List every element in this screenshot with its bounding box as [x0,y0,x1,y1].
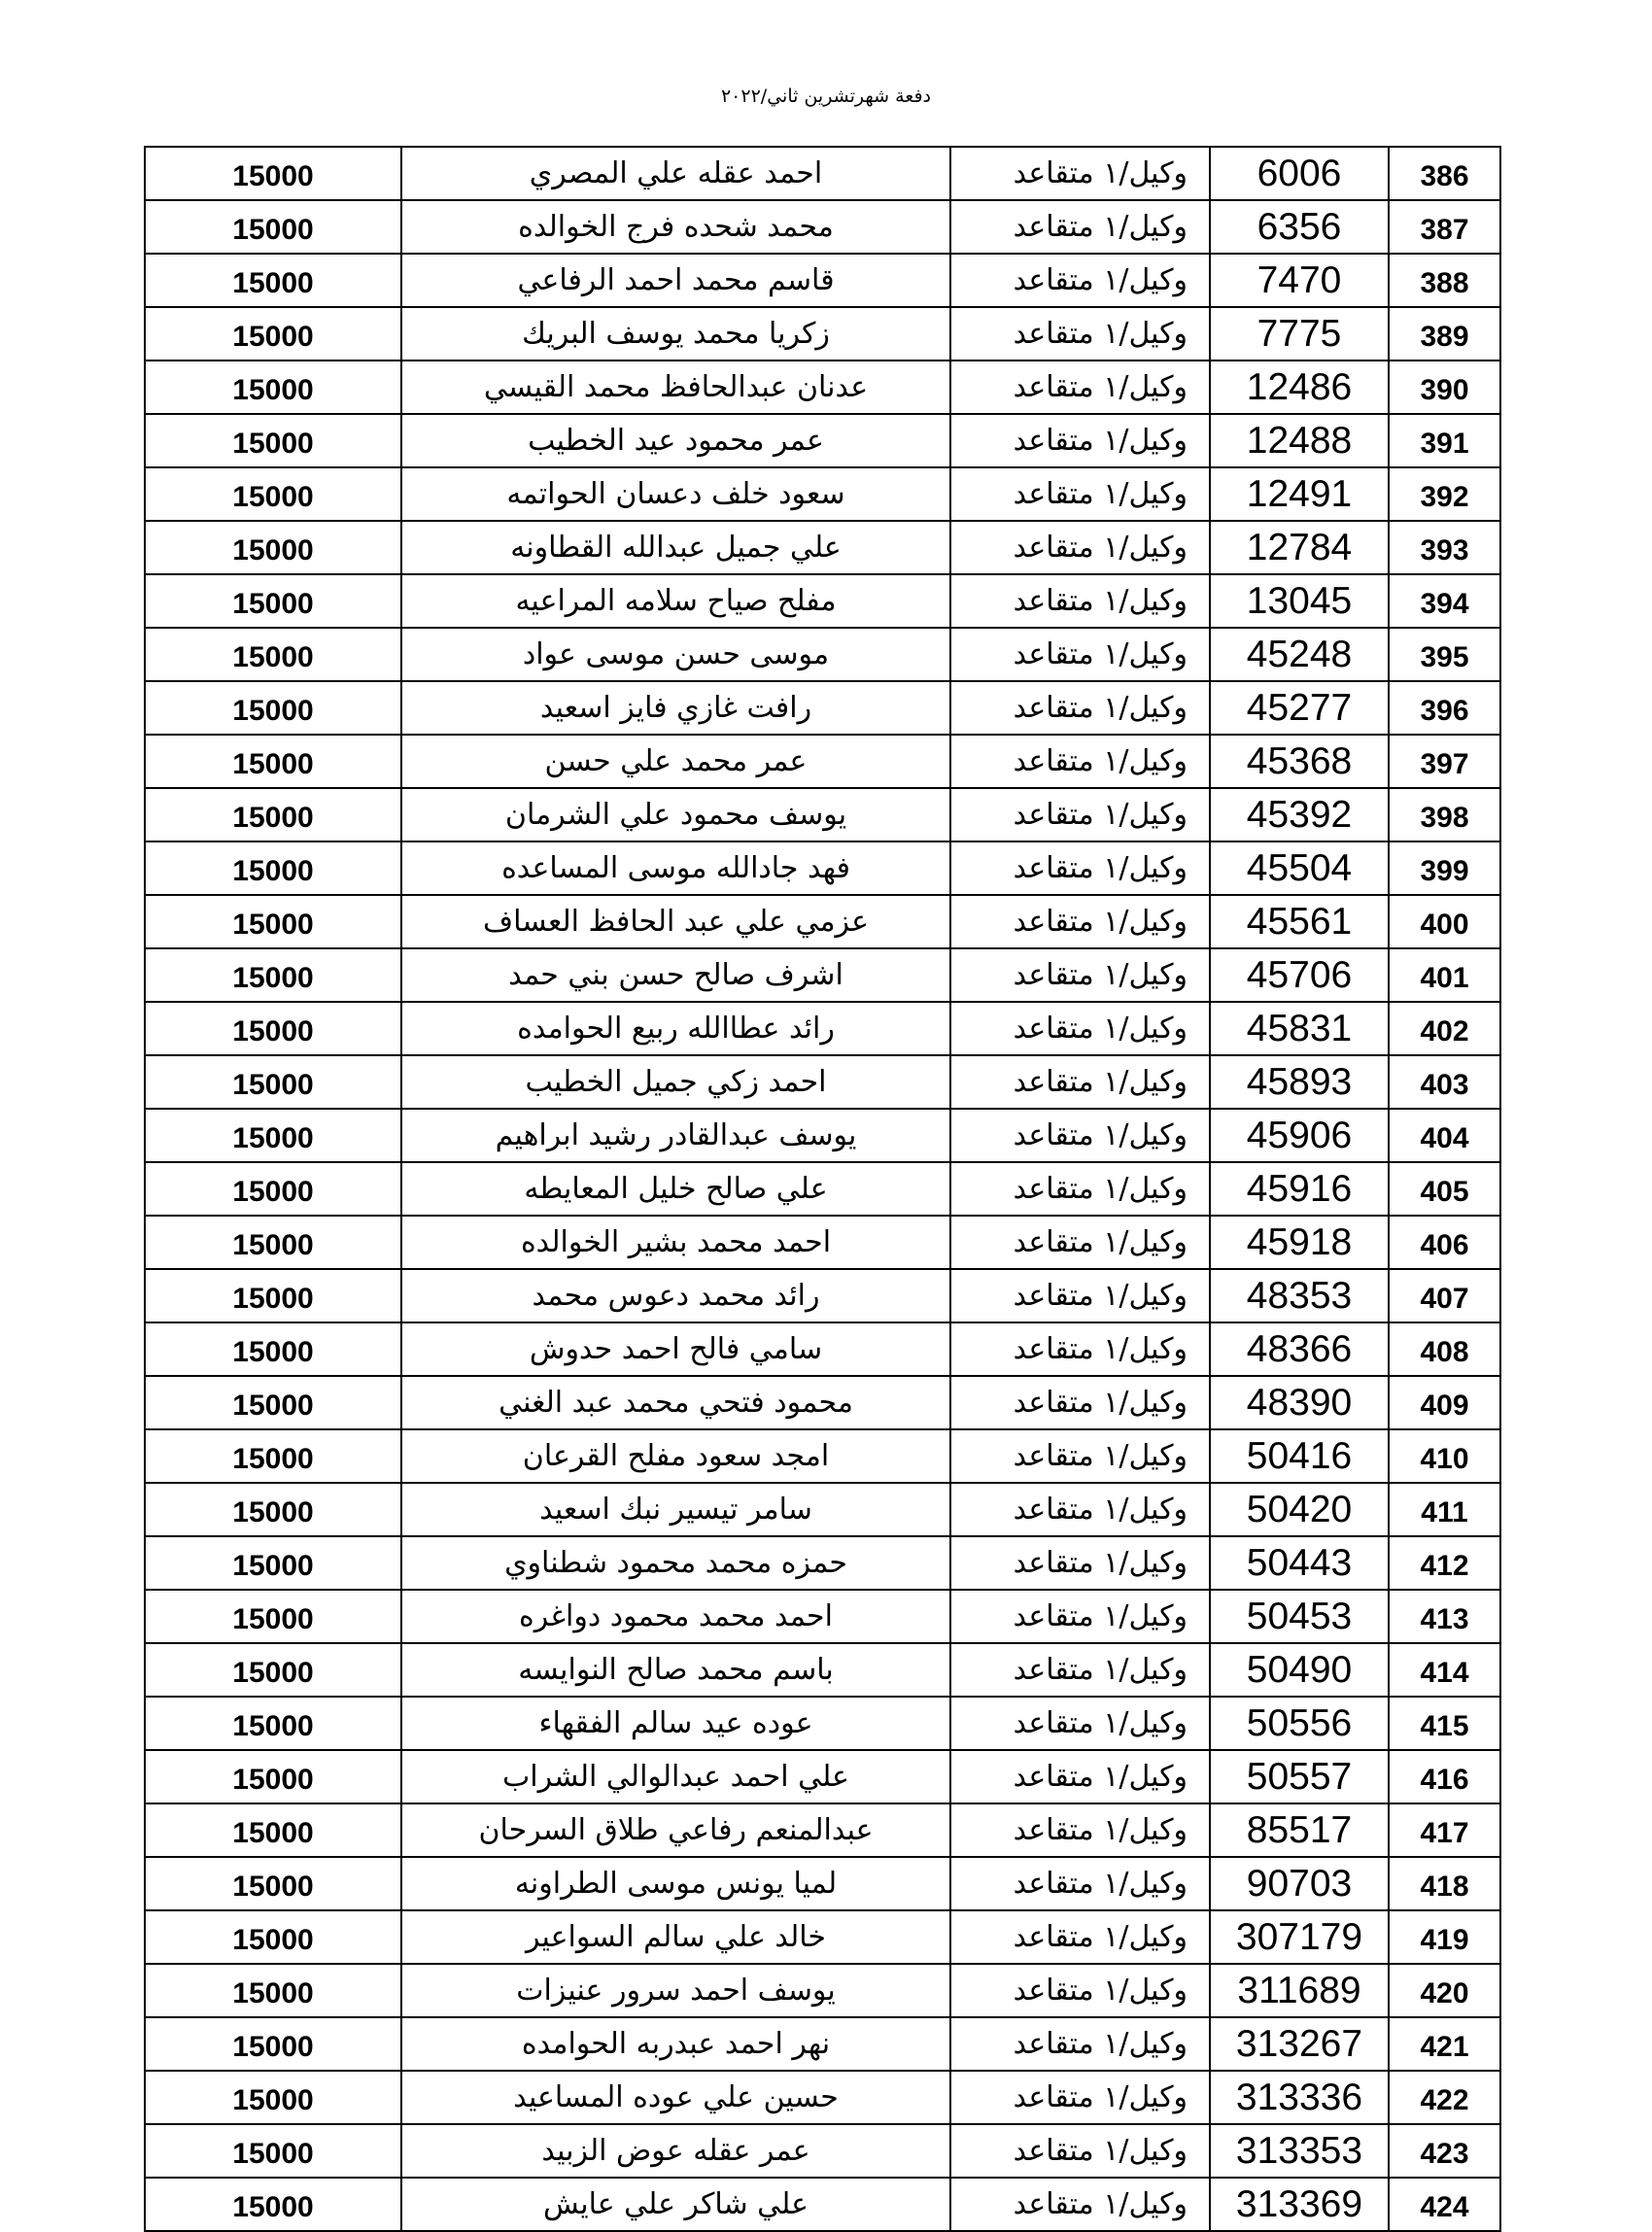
number-cell: 12486 [1210,361,1389,414]
serial-cell: 410 [1389,1429,1500,1483]
amount-cell: 15000 [145,1803,401,1857]
status-cell: وكيل/١ متقاعد [950,1697,1210,1750]
serial-cell: 387 [1389,200,1500,254]
number-cell: 7470 [1210,254,1389,307]
amount-cell: 15000 [145,361,401,414]
amount-cell: 15000 [145,521,401,574]
amount-cell: 15000 [145,307,401,361]
amount-cell: 15000 [145,628,401,681]
status-cell: وكيل/١ متقاعد [950,841,1210,895]
amount-cell: 15000 [145,788,401,841]
status-cell: وكيل/١ متقاعد [950,414,1210,467]
status-cell: وكيل/١ متقاعد [950,1964,1210,2017]
serial-cell: 399 [1389,841,1500,895]
name-cell: لميا يونس موسى الطراونه [401,1857,950,1910]
amount-cell: 15000 [145,2178,401,2231]
status-cell: وكيل/١ متقاعد [950,1055,1210,1109]
amount-cell: 15000 [145,147,401,200]
number-cell: 45831 [1210,1002,1389,1055]
serial-cell: 395 [1389,628,1500,681]
serial-cell: 416 [1389,1750,1500,1803]
status-cell: وكيل/١ متقاعد [950,1590,1210,1643]
status-cell: وكيل/١ متقاعد [950,1857,1210,1910]
amount-cell: 15000 [145,1964,401,2017]
table-row [145,1750,1500,1803]
number-cell: 50557 [1210,1750,1389,1803]
number-cell: 313369 [1210,2178,1389,2231]
name-cell: امجد سعود مفلح القرعان [401,1429,950,1483]
number-cell: 45916 [1210,1162,1389,1216]
page-title: دفعة شهرتشرين ثاني/٢٠٢٢ [720,86,932,107]
status-cell: وكيل/١ متقاعد [950,1216,1210,1269]
name-cell: يوسف عبدالقادر رشيد ابراهيم [401,1109,950,1162]
table-row [145,1429,1500,1483]
status-cell: وكيل/١ متقاعد [950,1376,1210,1429]
amount-cell: 15000 [145,1322,401,1376]
number-cell: 45893 [1210,1055,1389,1109]
status-cell: وكيل/١ متقاعد [950,1536,1210,1590]
serial-cell: 415 [1389,1697,1500,1750]
name-cell: احمد محمد محمود دواغره [401,1590,950,1643]
status-cell: وكيل/١ متقاعد [950,788,1210,841]
table-row [145,2017,1500,2071]
name-cell: يوسف احمد سرور عنيزات [401,1964,950,2017]
name-cell: زكريا محمد يوسف البريك [401,307,950,361]
amount-cell: 15000 [145,948,401,1002]
table-row [145,2178,1500,2231]
status-cell: وكيل/١ متقاعد [950,200,1210,254]
table-row [145,307,1500,361]
amount-cell: 15000 [145,1750,401,1803]
serial-cell: 414 [1389,1643,1500,1697]
number-cell: 50556 [1210,1697,1389,1750]
name-cell: مفلح صياح سلامه المراعيه [401,574,950,628]
number-cell: 12491 [1210,467,1389,521]
amount-cell: 15000 [145,1269,401,1322]
status-cell: وكيل/١ متقاعد [950,1750,1210,1803]
amount-cell: 15000 [145,574,401,628]
number-cell: 45277 [1210,681,1389,735]
number-cell: 48353 [1210,1269,1389,1322]
name-cell: احمد عقله علي المصري [401,147,950,200]
amount-cell: 15000 [145,1536,401,1590]
name-cell: نهر احمد عبدربه الحوامده [401,2017,950,2071]
serial-cell: 423 [1389,2124,1500,2178]
table-row [145,1109,1500,1162]
name-cell: حمزه محمد محمود شطناوي [401,1536,950,1590]
serial-cell: 389 [1389,307,1500,361]
status-cell: وكيل/١ متقاعد [950,467,1210,521]
number-cell: 45561 [1210,895,1389,948]
name-cell: علي جميل عبدالله القطاونه [401,521,950,574]
payment-table-body [145,147,1500,2231]
name-cell: عبدالمنعم رفاعي طلاق السرحان [401,1803,950,1857]
serial-cell: 391 [1389,414,1500,467]
status-cell: وكيل/١ متقاعد [950,1322,1210,1376]
name-cell: سعود خلف دعسان الحواتمه [401,467,950,521]
table-row [145,735,1500,788]
name-cell: احمد زكي جميل الخطيب [401,1055,950,1109]
amount-cell: 15000 [145,735,401,788]
table-row [145,1269,1500,1322]
serial-cell: 411 [1389,1483,1500,1536]
name-cell: يوسف محمود علي الشرمان [401,788,950,841]
status-cell: وكيل/١ متقاعد [950,574,1210,628]
status-cell: وكيل/١ متقاعد [950,1269,1210,1322]
table-row [145,1697,1500,1750]
number-cell: 50443 [1210,1536,1389,1590]
amount-cell: 15000 [145,2071,401,2124]
number-cell: 50453 [1210,1590,1389,1643]
status-cell: وكيل/١ متقاعد [950,735,1210,788]
table-row [145,2124,1500,2178]
name-cell: سامر تيسير نبك اسعيد [401,1483,950,1536]
number-cell: 90703 [1210,1857,1389,1910]
amount-cell: 15000 [145,1216,401,1269]
status-cell: وكيل/١ متقاعد [950,147,1210,200]
name-cell: حسين علي عوده المساعيد [401,2071,950,2124]
number-cell: 45248 [1210,628,1389,681]
amount-cell: 15000 [145,895,401,948]
status-cell: وكيل/١ متقاعد [950,681,1210,735]
serial-cell: 408 [1389,1322,1500,1376]
amount-cell: 15000 [145,681,401,735]
number-cell: 12784 [1210,521,1389,574]
name-cell: عمر محمد علي حسن [401,735,950,788]
number-cell: 6356 [1210,200,1389,254]
serial-cell: 406 [1389,1216,1500,1269]
serial-cell: 400 [1389,895,1500,948]
number-cell: 45706 [1210,948,1389,1002]
table-row [145,414,1500,467]
name-cell: سامي فالح احمد حدوش [401,1322,950,1376]
amount-cell: 15000 [145,467,401,521]
serial-cell: 396 [1389,681,1500,735]
number-cell: 311689 [1210,1964,1389,2017]
number-cell: 85517 [1210,1803,1389,1857]
name-cell: اشرف صالح حسن بني حمد [401,948,950,1002]
table-row [145,895,1500,948]
serial-cell: 419 [1389,1910,1500,1964]
status-cell: وكيل/١ متقاعد [950,521,1210,574]
amount-cell: 15000 [145,1429,401,1483]
table-row [145,788,1500,841]
status-cell: وكيل/١ متقاعد [950,2071,1210,2124]
table-row [145,1590,1500,1643]
table-row [145,1055,1500,1109]
serial-cell: 421 [1389,2017,1500,2071]
serial-cell: 403 [1389,1055,1500,1109]
status-cell: وكيل/١ متقاعد [950,1803,1210,1857]
amount-cell: 15000 [145,1590,401,1643]
amount-cell: 15000 [145,1857,401,1910]
number-cell: 7775 [1210,307,1389,361]
name-cell: عوده عيد سالم الفقهاء [401,1697,950,1750]
number-cell: 48390 [1210,1376,1389,1429]
table-row [145,1216,1500,1269]
serial-cell: 412 [1389,1536,1500,1590]
serial-cell: 424 [1389,2178,1500,2231]
table-row [145,1964,1500,2017]
name-cell: عدنان عبدالحافظ محمد القيسي [401,361,950,414]
amount-cell: 15000 [145,1697,401,1750]
number-cell: 45368 [1210,735,1389,788]
serial-cell: 418 [1389,1857,1500,1910]
table-row [145,521,1500,574]
name-cell: خالد علي سالم السواعير [401,1910,950,1964]
number-cell: 50420 [1210,1483,1389,1536]
serial-cell: 390 [1389,361,1500,414]
serial-cell: 386 [1389,147,1500,200]
table-row [145,200,1500,254]
number-cell: 50490 [1210,1643,1389,1697]
amount-cell: 15000 [145,200,401,254]
status-cell: وكيل/١ متقاعد [950,1643,1210,1697]
number-cell: 45504 [1210,841,1389,895]
table-row [145,361,1500,414]
amount-cell: 15000 [145,254,401,307]
amount-cell: 15000 [145,1483,401,1536]
number-cell: 313336 [1210,2071,1389,2124]
status-cell: وكيل/١ متقاعد [950,2178,1210,2231]
table-row [145,1910,1500,1964]
name-cell: موسى حسن موسى عواد [401,628,950,681]
number-cell: 50416 [1210,1429,1389,1483]
amount-cell: 15000 [145,1643,401,1697]
status-cell: وكيل/١ متقاعد [950,1483,1210,1536]
table-row [145,2071,1500,2124]
table-row [145,1803,1500,1857]
name-cell: فهد جادالله موسى المساعده [401,841,950,895]
amount-cell: 15000 [145,2124,401,2178]
payment-table [144,146,1501,2232]
status-cell: وكيل/١ متقاعد [950,1429,1210,1483]
number-cell: 48366 [1210,1322,1389,1376]
name-cell: علي احمد عبدالوالي الشراب [401,1750,950,1803]
table-row [145,1002,1500,1055]
table-row [145,574,1500,628]
table-row [145,628,1500,681]
name-cell: رائد عطاالله ربيع الحوامده [401,1002,950,1055]
serial-cell: 417 [1389,1803,1500,1857]
serial-cell: 402 [1389,1002,1500,1055]
number-cell: 6006 [1210,147,1389,200]
table-row [145,1322,1500,1376]
name-cell: باسم محمد صالح النوايسه [401,1643,950,1697]
amount-cell: 15000 [145,1055,401,1109]
amount-cell: 15000 [145,1162,401,1216]
table-row [145,147,1500,200]
name-cell: عمر عقله عوض الزبيد [401,2124,950,2178]
amount-cell: 15000 [145,841,401,895]
status-cell: وكيل/١ متقاعد [950,1109,1210,1162]
number-cell: 313267 [1210,2017,1389,2071]
table-row [145,681,1500,735]
table-row [145,948,1500,1002]
status-cell: وكيل/١ متقاعد [950,307,1210,361]
serial-cell: 398 [1389,788,1500,841]
amount-cell: 15000 [145,1109,401,1162]
status-cell: وكيل/١ متقاعد [950,254,1210,307]
number-cell: 313353 [1210,2124,1389,2178]
number-cell: 13045 [1210,574,1389,628]
status-cell: وكيل/١ متقاعد [950,1002,1210,1055]
amount-cell: 15000 [145,2017,401,2071]
serial-cell: 409 [1389,1376,1500,1429]
number-cell: 45918 [1210,1216,1389,1269]
table-row [145,1536,1500,1590]
status-cell: وكيل/١ متقاعد [950,1162,1210,1216]
serial-cell: 413 [1389,1590,1500,1643]
status-cell: وكيل/١ متقاعد [950,895,1210,948]
name-cell: عمر محمود عيد الخطيب [401,414,950,467]
serial-cell: 388 [1389,254,1500,307]
table-row [145,467,1500,521]
status-cell: وكيل/١ متقاعد [950,948,1210,1002]
status-cell: وكيل/١ متقاعد [950,2017,1210,2071]
name-cell: قاسم محمد احمد الرفاعي [401,254,950,307]
number-cell: 45906 [1210,1109,1389,1162]
serial-cell: 420 [1389,1964,1500,2017]
serial-cell: 407 [1389,1269,1500,1322]
table-row [145,841,1500,895]
table-row [145,1483,1500,1536]
table-row [145,1643,1500,1697]
amount-cell: 15000 [145,1002,401,1055]
status-cell: وكيل/١ متقاعد [950,628,1210,681]
name-cell: علي صالح خليل المعايطه [401,1162,950,1216]
number-cell: 45392 [1210,788,1389,841]
name-cell: محمود فتحي محمد عبد الغني [401,1376,950,1429]
amount-cell: 15000 [145,1910,401,1964]
status-cell: وكيل/١ متقاعد [950,361,1210,414]
name-cell: رائد محمد دعوس محمد [401,1269,950,1322]
amount-cell: 15000 [145,414,401,467]
number-cell: 12488 [1210,414,1389,467]
serial-cell: 397 [1389,735,1500,788]
name-cell: محمد شحده فرج الخوالده [401,200,950,254]
name-cell: علي شاكر علي عايش [401,2178,950,2231]
name-cell: عزمي علي عبد الحافظ العساف [401,895,950,948]
table-row [145,1376,1500,1429]
serial-cell: 394 [1389,574,1500,628]
table-row [145,254,1500,307]
name-cell: رافت غازي فايز اسعيد [401,681,950,735]
table-row [145,1162,1500,1216]
serial-cell: 405 [1389,1162,1500,1216]
serial-cell: 401 [1389,948,1500,1002]
status-cell: وكيل/١ متقاعد [950,2124,1210,2178]
serial-cell: 393 [1389,521,1500,574]
serial-cell: 422 [1389,2071,1500,2124]
name-cell: احمد محمد بشير الخوالده [401,1216,950,1269]
serial-cell: 392 [1389,467,1500,521]
table-row [145,1857,1500,1910]
serial-cell: 404 [1389,1109,1500,1162]
status-cell: وكيل/١ متقاعد [950,1910,1210,1964]
amount-cell: 15000 [145,1376,401,1429]
number-cell: 307179 [1210,1910,1389,1964]
